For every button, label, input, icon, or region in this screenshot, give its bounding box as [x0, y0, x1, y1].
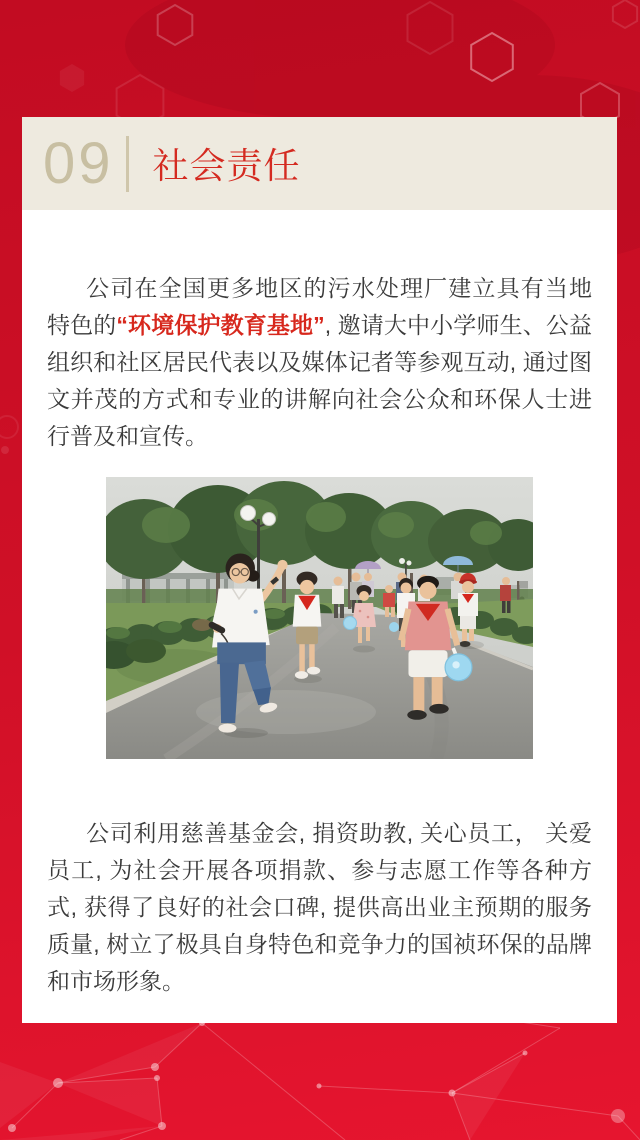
paragraph-intro-after: , 邀请大中小学师生、公益组织和社区居民代表以及媒体记者等参观互动, 通过图文并茂的方式和专业的讲解向社会公众和环保人士进行普及和宣传。 — [47, 312, 593, 449]
highlight-phrase: “环境保护教育基地” — [116, 312, 325, 338]
header-divider — [126, 136, 129, 192]
background-left-accents — [0, 416, 18, 454]
paragraph-intro — [47, 270, 592, 455]
paragraph-charity: 公司利用慈善基金会, 捐资助教, 关心员工， 关爱员工, 为社会开展各项捐款、参与志愿工作等各种方式, 获得了良好的社会口碑, 提供高出业主预期的服务质量, 树立了极具自身特色和竞争力的国祯环保的品牌和市场形象。 — [47, 820, 592, 994]
plexus-pattern-icon — [0, 1006, 640, 1140]
section-body — [22, 270, 617, 1000]
section-title: 社会责任 — [152, 145, 301, 186]
section-number: 09 — [43, 130, 114, 196]
photo-tour-walk[interactable] — [106, 477, 533, 759]
paragraph-intro-before: 公司在全国更多地区的污水处理厂建立具有当地特色的 — [47, 275, 592, 338]
content-card — [22, 117, 617, 1023]
section-header — [22, 117, 617, 210]
